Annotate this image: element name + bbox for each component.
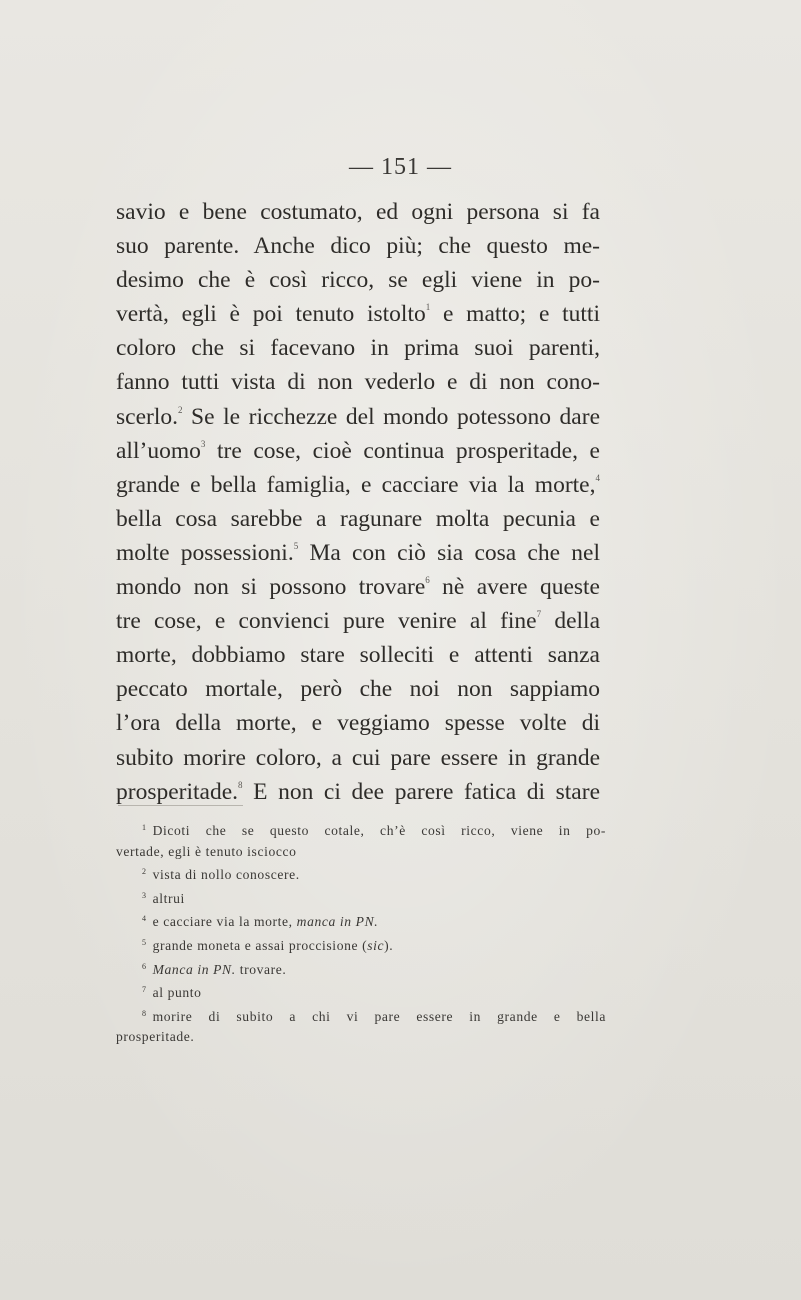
text-line: grande e bella famiglia, e cacciare via la morte,$^4$: [116, 471, 600, 498]
footnote-2: $^2$ vista di nollo conoscere.: [142, 867, 300, 883]
text-line: tre cose, e convienci pure venire al fine$^7$ della: [116, 608, 601, 635]
footnote-ref: 5: [293, 540, 299, 551]
text-line: suo parente. Anche dico più; che questo me-: [116, 233, 600, 260]
page-number: — 151 —: [349, 154, 452, 180]
text-line: l’ora della morte, e veggiamo spesse volte di: [116, 710, 600, 737]
footnote-divider: [118, 805, 243, 806]
text-line: savio e bene costumato, ed ogni persona si fa: [116, 199, 600, 225]
text-line: vertà, egli è poi tenuto istolto$^1$ e matto; e tutti: [116, 301, 600, 328]
text-line: subito morire coloro, a cui pare essere in grande: [116, 744, 600, 771]
footnote-ref: 1: [425, 302, 431, 313]
text-line: molte possessioni.$^5$ Ma con ciò sia cosa che nel: [116, 539, 600, 566]
footnote-ref: 8: [238, 779, 243, 790]
main-text: [116, 195, 600, 809]
footnote-ref: 3: [200, 438, 206, 449]
footnote-3: $^3$ altrui: [142, 890, 185, 906]
text-line: all’uomo$^3$ tre cose, cioè continua prosperitade, e: [116, 437, 600, 464]
text-line: mondo non si possono trovare$^6$ nè avere queste: [116, 574, 600, 601]
text-line: prosperitade.$^8$ E non ci dee parere fatica di stare: [116, 778, 600, 805]
text-line: bella cosa sarebbe a ragunare molta pecunia e: [116, 505, 600, 532]
text-line: morte, dobbiamo stare solleciti e attenti sanza: [116, 642, 600, 669]
text-line: coloro che si facevano in prima suoi parenti,: [116, 335, 600, 362]
footnote-ref: 7: [536, 609, 542, 620]
footnote-ref: 4: [595, 472, 600, 483]
footnote-6: $^6$ Manca in PN. trovare.: [142, 961, 287, 977]
footnote-1-continued: vertade, egli è tenuto iscioccо: [116, 843, 297, 859]
footnote-4: $^4$ e cacciare via la morte, manca in PN.: [142, 914, 379, 930]
footnote-5: $^5$ grande moneta e assai proccisione (sic).: [142, 937, 394, 953]
footnote-8-continued: prosperitade.: [116, 1029, 195, 1045]
text-line: fanno tutti vista di non vederlo e di non cono-: [116, 369, 600, 396]
footnotes: [116, 818, 606, 1048]
text-line: scerlo.$^2$ Se le ricchezze del mondo potessono dare: [116, 403, 600, 430]
footnote-1: $^1$ Dicoti che se questo cotale, ch’è così ricco, viene in po-: [142, 823, 606, 838]
footnote-7: $^7$ al punto: [142, 985, 202, 1001]
footnote-ref: 6: [425, 575, 430, 586]
text-line: peccato mortale, però che noi non sappiamo: [116, 676, 600, 703]
text-line: desimo che è così ricco, se egli viene in po-: [116, 267, 600, 294]
footnote-8: $^8$ morire di subito a chi vi pare essere in grande e bella: [142, 1008, 606, 1024]
footnote-ref: 2: [178, 404, 183, 415]
